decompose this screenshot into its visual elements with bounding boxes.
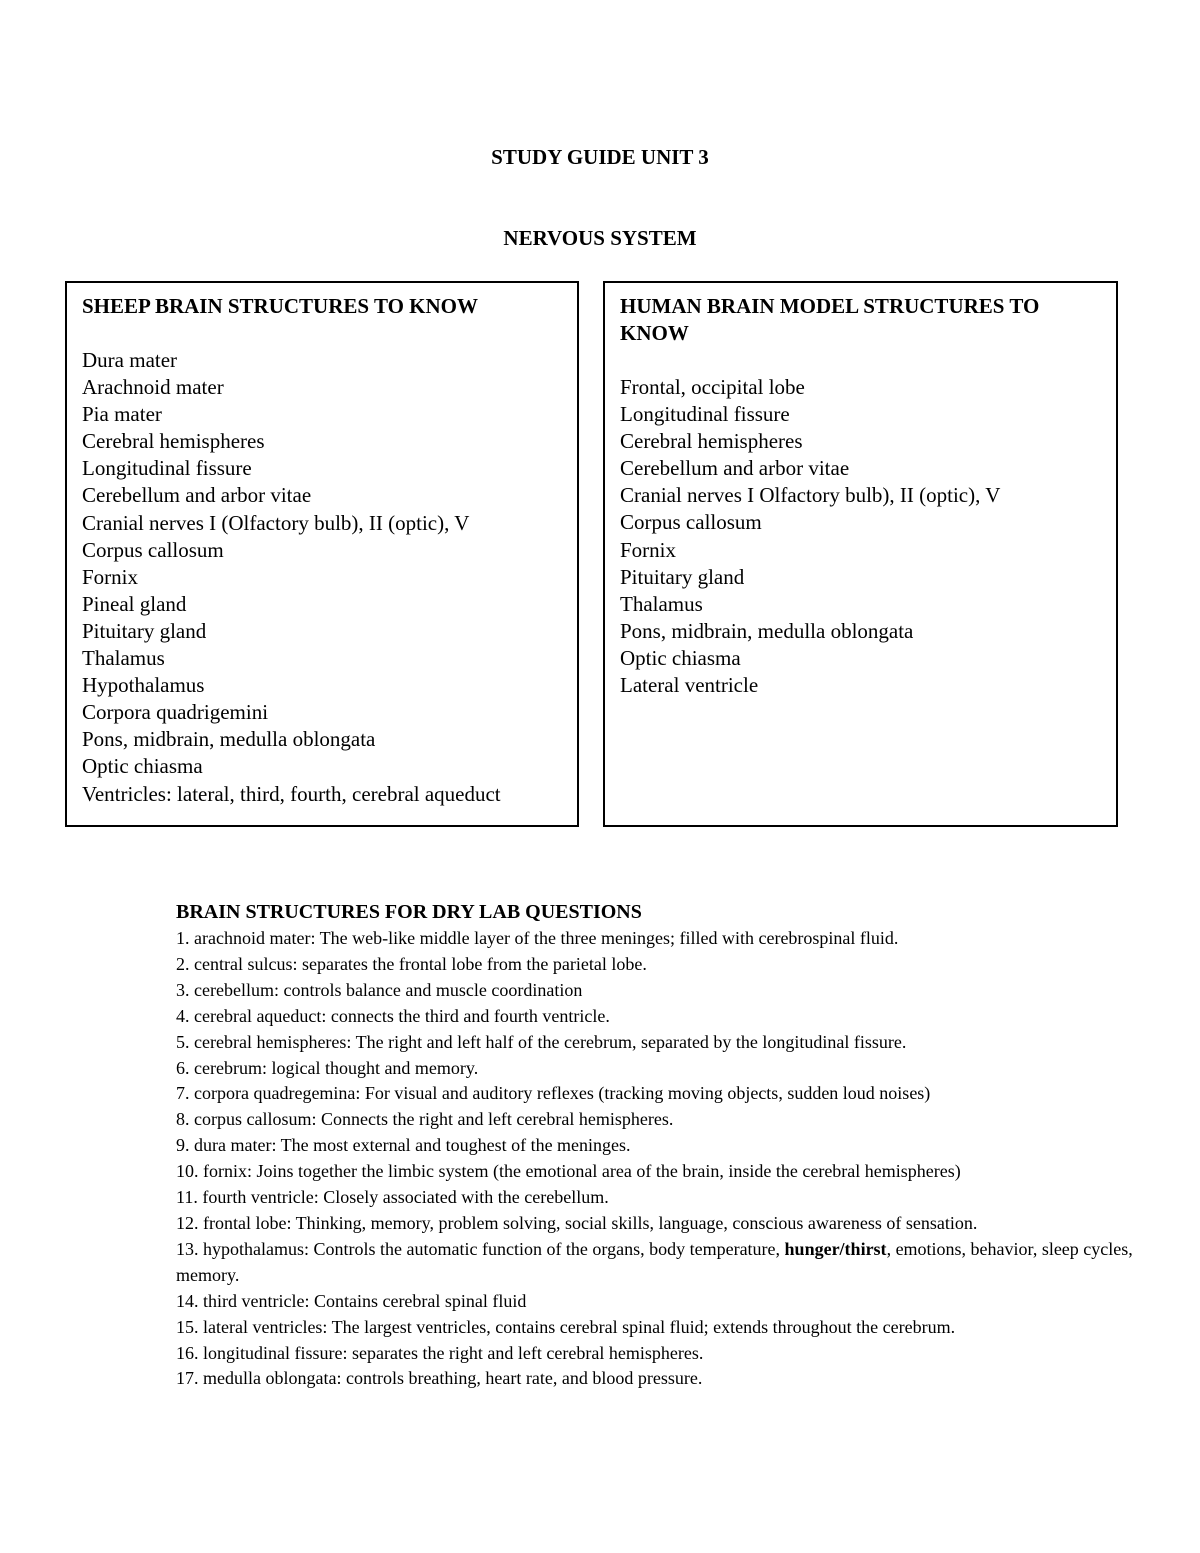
sheep-structure-item: Pia mater bbox=[82, 402, 162, 427]
dry-lab-item: 8. corpus callosum: Connects the right and left cerebral hemispheres. bbox=[176, 1109, 674, 1130]
human-structure-item: Thalamus bbox=[620, 591, 703, 616]
list-item-text: 13. hypothalamus: Controls the automatic function of the organs, body temperature, bbox=[176, 1238, 785, 1259]
sheep-structure-item: Pituitary gland bbox=[82, 618, 207, 643]
sheep-structure-item: Hypothalamus bbox=[82, 673, 205, 698]
dry-lab-item: 16. longitudinal fissure: separates the right and left cerebral hemispheres. bbox=[176, 1342, 704, 1363]
sheep-structure-item: Corpus callosum bbox=[82, 537, 224, 562]
dry-lab-item: 7. corpora quadregemina: For visual and auditory reflexes (tracking moving objects, sudden loud noises) bbox=[176, 1083, 931, 1104]
dry-lab-item: 17. medulla oblongata: controls breathing, heart rate, and blood pressure. bbox=[176, 1368, 703, 1389]
human-structure-item: Longitudinal fissure bbox=[620, 402, 790, 427]
human-brain-heading: HUMAN BRAIN MODEL STRUCTURES TO KNOW bbox=[620, 294, 1040, 345]
human-structure-item: Pons, midbrain, medulla oblongata bbox=[620, 618, 914, 643]
dry-lab-item: 5. cerebral hemispheres: The right and left half of the cerebrum, separated by the longitudinal fissure. bbox=[176, 1031, 907, 1052]
dry-lab-heading: BRAIN STRUCTURES FOR DRY LAB QUESTIONS bbox=[176, 901, 642, 923]
list-item-text: , emotions, behavior, sleep cycles, memory. bbox=[176, 1238, 1133, 1285]
document-title: STUDY GUIDE UNIT 3 bbox=[491, 145, 709, 169]
dry-lab-item: 15. lateral ventricles: The largest ventricles, contains cerebral spinal fluid; extends throughout the cerebrum. bbox=[176, 1316, 956, 1337]
human-brain-list bbox=[620, 374, 1102, 699]
human-structure-item: Cerebellum and arbor vitae bbox=[620, 456, 850, 481]
document-subtitle: NERVOUS SYSTEM bbox=[503, 226, 697, 250]
sheep-brain-heading: SHEEP BRAIN STRUCTURES TO KNOW bbox=[82, 294, 478, 318]
dry-lab-list bbox=[176, 926, 1166, 1392]
sheep-structure-item: Ventricles: lateral, third, fourth, cerebral aqueduct bbox=[82, 781, 501, 806]
sheep-structure-item: Pons, midbrain, medulla oblongata bbox=[82, 727, 376, 752]
human-structure-item: Pituitary gland bbox=[620, 564, 745, 589]
sheep-structure-item: Cerebellum and arbor vitae bbox=[82, 483, 312, 508]
dry-lab-section bbox=[176, 899, 1166, 1392]
human-structure-item: Frontal, occipital lobe bbox=[620, 375, 805, 399]
human-structure-item: Optic chiasma bbox=[620, 645, 741, 670]
dry-lab-item: 9. dura mater: The most external and toughest of the meninges. bbox=[176, 1135, 631, 1156]
dry-lab-item: 1. arachnoid mater: The web-like middle layer of the three meninges; filled with cerebrospinal fluid. bbox=[176, 928, 899, 948]
sheep-structure-item: Thalamus bbox=[82, 646, 165, 671]
sheep-structure-item: Longitudinal fissure bbox=[82, 456, 252, 481]
sheep-structure-item: Fornix bbox=[82, 564, 139, 589]
sheep-structure-item: Dura mater bbox=[82, 348, 178, 372]
human-structure-item: Cranial nerves I Olfactory bulb), II (optic), V bbox=[620, 483, 1001, 508]
dry-lab-item: 3. cerebellum: controls balance and muscle coordination bbox=[176, 979, 583, 1000]
sheep-structure-item: Arachnoid mater bbox=[82, 375, 224, 400]
dry-lab-item: 2. central sulcus: separates the frontal lobe from the parietal lobe. bbox=[176, 953, 647, 974]
sheep-structure-item: Cerebral hemispheres bbox=[82, 429, 265, 454]
dry-lab-item: 14. third ventricle: Contains cerebral spinal fluid bbox=[176, 1290, 527, 1311]
sheep-structure-item: Optic chiasma bbox=[82, 754, 203, 779]
dry-lab-item: 6. cerebrum: logical thought and memory. bbox=[176, 1057, 479, 1078]
sheep-brain-list bbox=[82, 347, 563, 808]
dry-lab-item bbox=[176, 1237, 1166, 1289]
human-structure-item: Corpus callosum bbox=[620, 510, 762, 535]
human-structure-item: Lateral ventricle bbox=[620, 673, 759, 698]
dry-lab-item: 10. fornix: Joins together the limbic system (the emotional area of the brain, inside the cerebral hemispheres) bbox=[176, 1161, 961, 1182]
dry-lab-item: 12. frontal lobe: Thinking, memory, problem solving, social skills, language, conscious awareness of sensation. bbox=[176, 1212, 978, 1233]
human-structure-item: Fornix bbox=[620, 537, 677, 562]
human-brain-box bbox=[603, 281, 1118, 827]
list-item-emphasis: hunger/thirst bbox=[784, 1238, 887, 1259]
sheep-structure-item: Cranial nerves I (Olfactory bulb), II (optic), V bbox=[82, 510, 470, 535]
dry-lab-item: 11. fourth ventricle: Closely associated with the cerebellum. bbox=[176, 1187, 609, 1208]
sheep-structure-item: Pineal gland bbox=[82, 591, 187, 616]
sheep-brain-box bbox=[65, 281, 579, 827]
sheep-structure-item: Corpora quadrigemini bbox=[82, 700, 269, 725]
dry-lab-item: 4. cerebral aqueduct: connects the third and fourth ventricle. bbox=[176, 1005, 610, 1026]
human-structure-item: Cerebral hemispheres bbox=[620, 429, 803, 454]
